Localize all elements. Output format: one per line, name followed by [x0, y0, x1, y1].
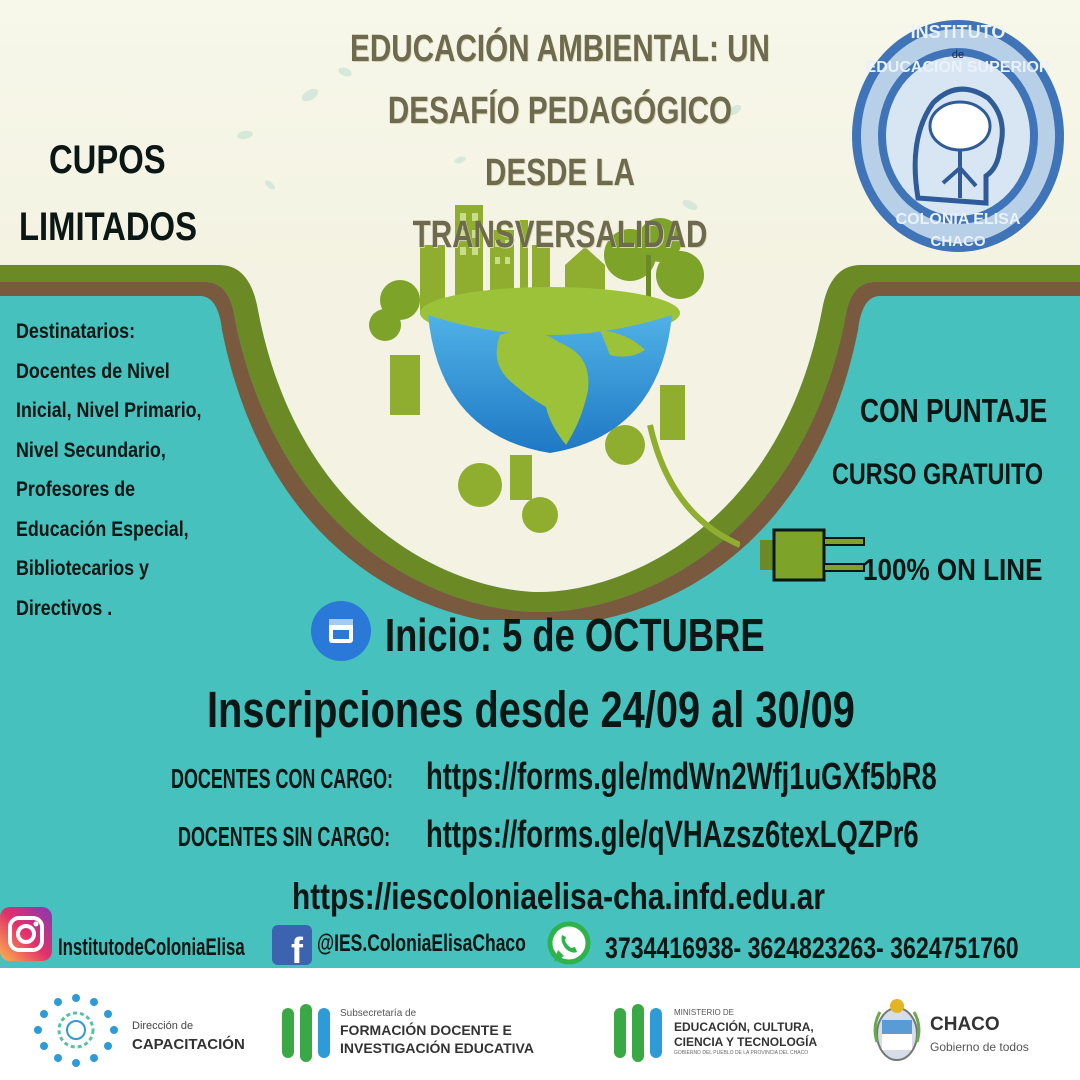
seal-region-text: CHACO: [930, 233, 986, 250]
capacitacion-line-1: Dirección de: [132, 1020, 194, 1032]
limitados-label: LIMITADOS: [19, 205, 197, 249]
chaco-coat-of-arms-icon: [872, 996, 922, 1066]
phone-numbers: 3734416938- 3624823263- 3624751760: [605, 932, 1019, 965]
svg-text:f: f: [291, 930, 303, 965]
audience-line: Directivos .: [16, 596, 113, 620]
audience-list: [16, 312, 271, 628]
formacion-logo-icon: [282, 1004, 334, 1062]
ministerio-line-1: MINISTERIO DE: [674, 1008, 735, 1017]
seal-bottom-text: COLONIA ELISA: [895, 211, 1021, 228]
ministerio-line-2: EDUCACIÓN, CULTURA,: [674, 1020, 814, 1034]
start-date: Inicio: 5 de OCTUBRE: [385, 609, 765, 661]
website-link[interactable]: https://iescoloniaelisa-cha.infd.edu.ar: [292, 876, 825, 917]
audience-line: Educación Especial,: [16, 517, 189, 541]
audience-line: Nivel Secundario,: [16, 438, 166, 462]
capacitacion-logo-icon: [28, 992, 124, 1070]
ministerio-logo-icon: [614, 1004, 666, 1062]
seal-arc-text: EDUCACIÓN SUPERIOR: [865, 59, 1051, 76]
instagram-icon[interactable]: [0, 905, 52, 963]
registration-dates: Inscripciones desde 24/09 al 30/09: [207, 681, 855, 738]
form-label-sin-cargo: DOCENTES SIN CARGO:: [178, 821, 391, 852]
seal-de-text: de: [951, 49, 965, 61]
ministerio-line-3: CIENCIA Y TECNOLOGÍA: [674, 1035, 818, 1049]
formacion-line-2: FORMACIÓN DOCENTE E: [340, 1022, 512, 1038]
course-title: [349, 18, 770, 266]
audience-line: Destinatarios:: [16, 320, 136, 343]
footer: [0, 968, 1080, 1080]
seal-top-text: INSTITUTO: [910, 22, 1006, 42]
form-link-con-cargo[interactable]: https://forms.gle/mdWn2Wfj1uGXf5bR8: [426, 756, 937, 798]
online-label: 100% ON LINE: [863, 552, 1043, 587]
formacion-line-3: INVESTIGACIÓN EDUCATIVA: [340, 1040, 534, 1056]
title-line-2: DESAFÍO PEDAGÓGICO DESDE LA: [387, 90, 733, 194]
plug-icon: [760, 520, 870, 590]
title-line-3: TRANSVERSALIDAD: [412, 214, 708, 256]
capacitacion-line-2: CAPACITACIÓN: [132, 1036, 245, 1053]
title-line-1: EDUCACIÓN AMBIENTAL: UN: [350, 28, 770, 70]
ministerio-line-4: GOBIERNO DEL PUEBLO DE LA PROVINCIA DEL CHACO: [674, 1050, 809, 1056]
formacion-line-1: Subsecretaría de: [340, 1008, 417, 1019]
form-label-con-cargo: DOCENTES CON CARGO:: [171, 763, 394, 794]
curso-gratuito-label: CURSO GRATUITO: [832, 458, 1044, 491]
institute-seal-logo: [848, 18, 1068, 258]
facebook-handle[interactable]: @IES.ColoniaElisaChaco: [317, 930, 526, 957]
instagram-handle[interactable]: InstitutodeColoniaElisa: [58, 934, 245, 961]
calendar-icon: [310, 600, 372, 662]
audience-line: Inicial, Nivel Primario,: [16, 399, 202, 422]
facebook-icon[interactable]: [272, 925, 312, 965]
whatsapp-icon[interactable]: [546, 920, 592, 966]
con-puntaje-label: CON PUNTAJE: [860, 392, 1048, 429]
audience-line: Docentes de Nivel: [16, 359, 170, 383]
cupos-label: CUPOS: [49, 138, 166, 182]
form-link-sin-cargo[interactable]: https://forms.gle/qVHAzsz6texLQZPr6: [426, 814, 919, 856]
audience-line: Bibliotecarios y: [16, 557, 149, 580]
chaco-line-1: CHACO: [930, 1014, 1000, 1035]
chaco-line-2: Gobierno de todos: [930, 1040, 1029, 1054]
audience-line: Profesores de: [16, 478, 136, 501]
